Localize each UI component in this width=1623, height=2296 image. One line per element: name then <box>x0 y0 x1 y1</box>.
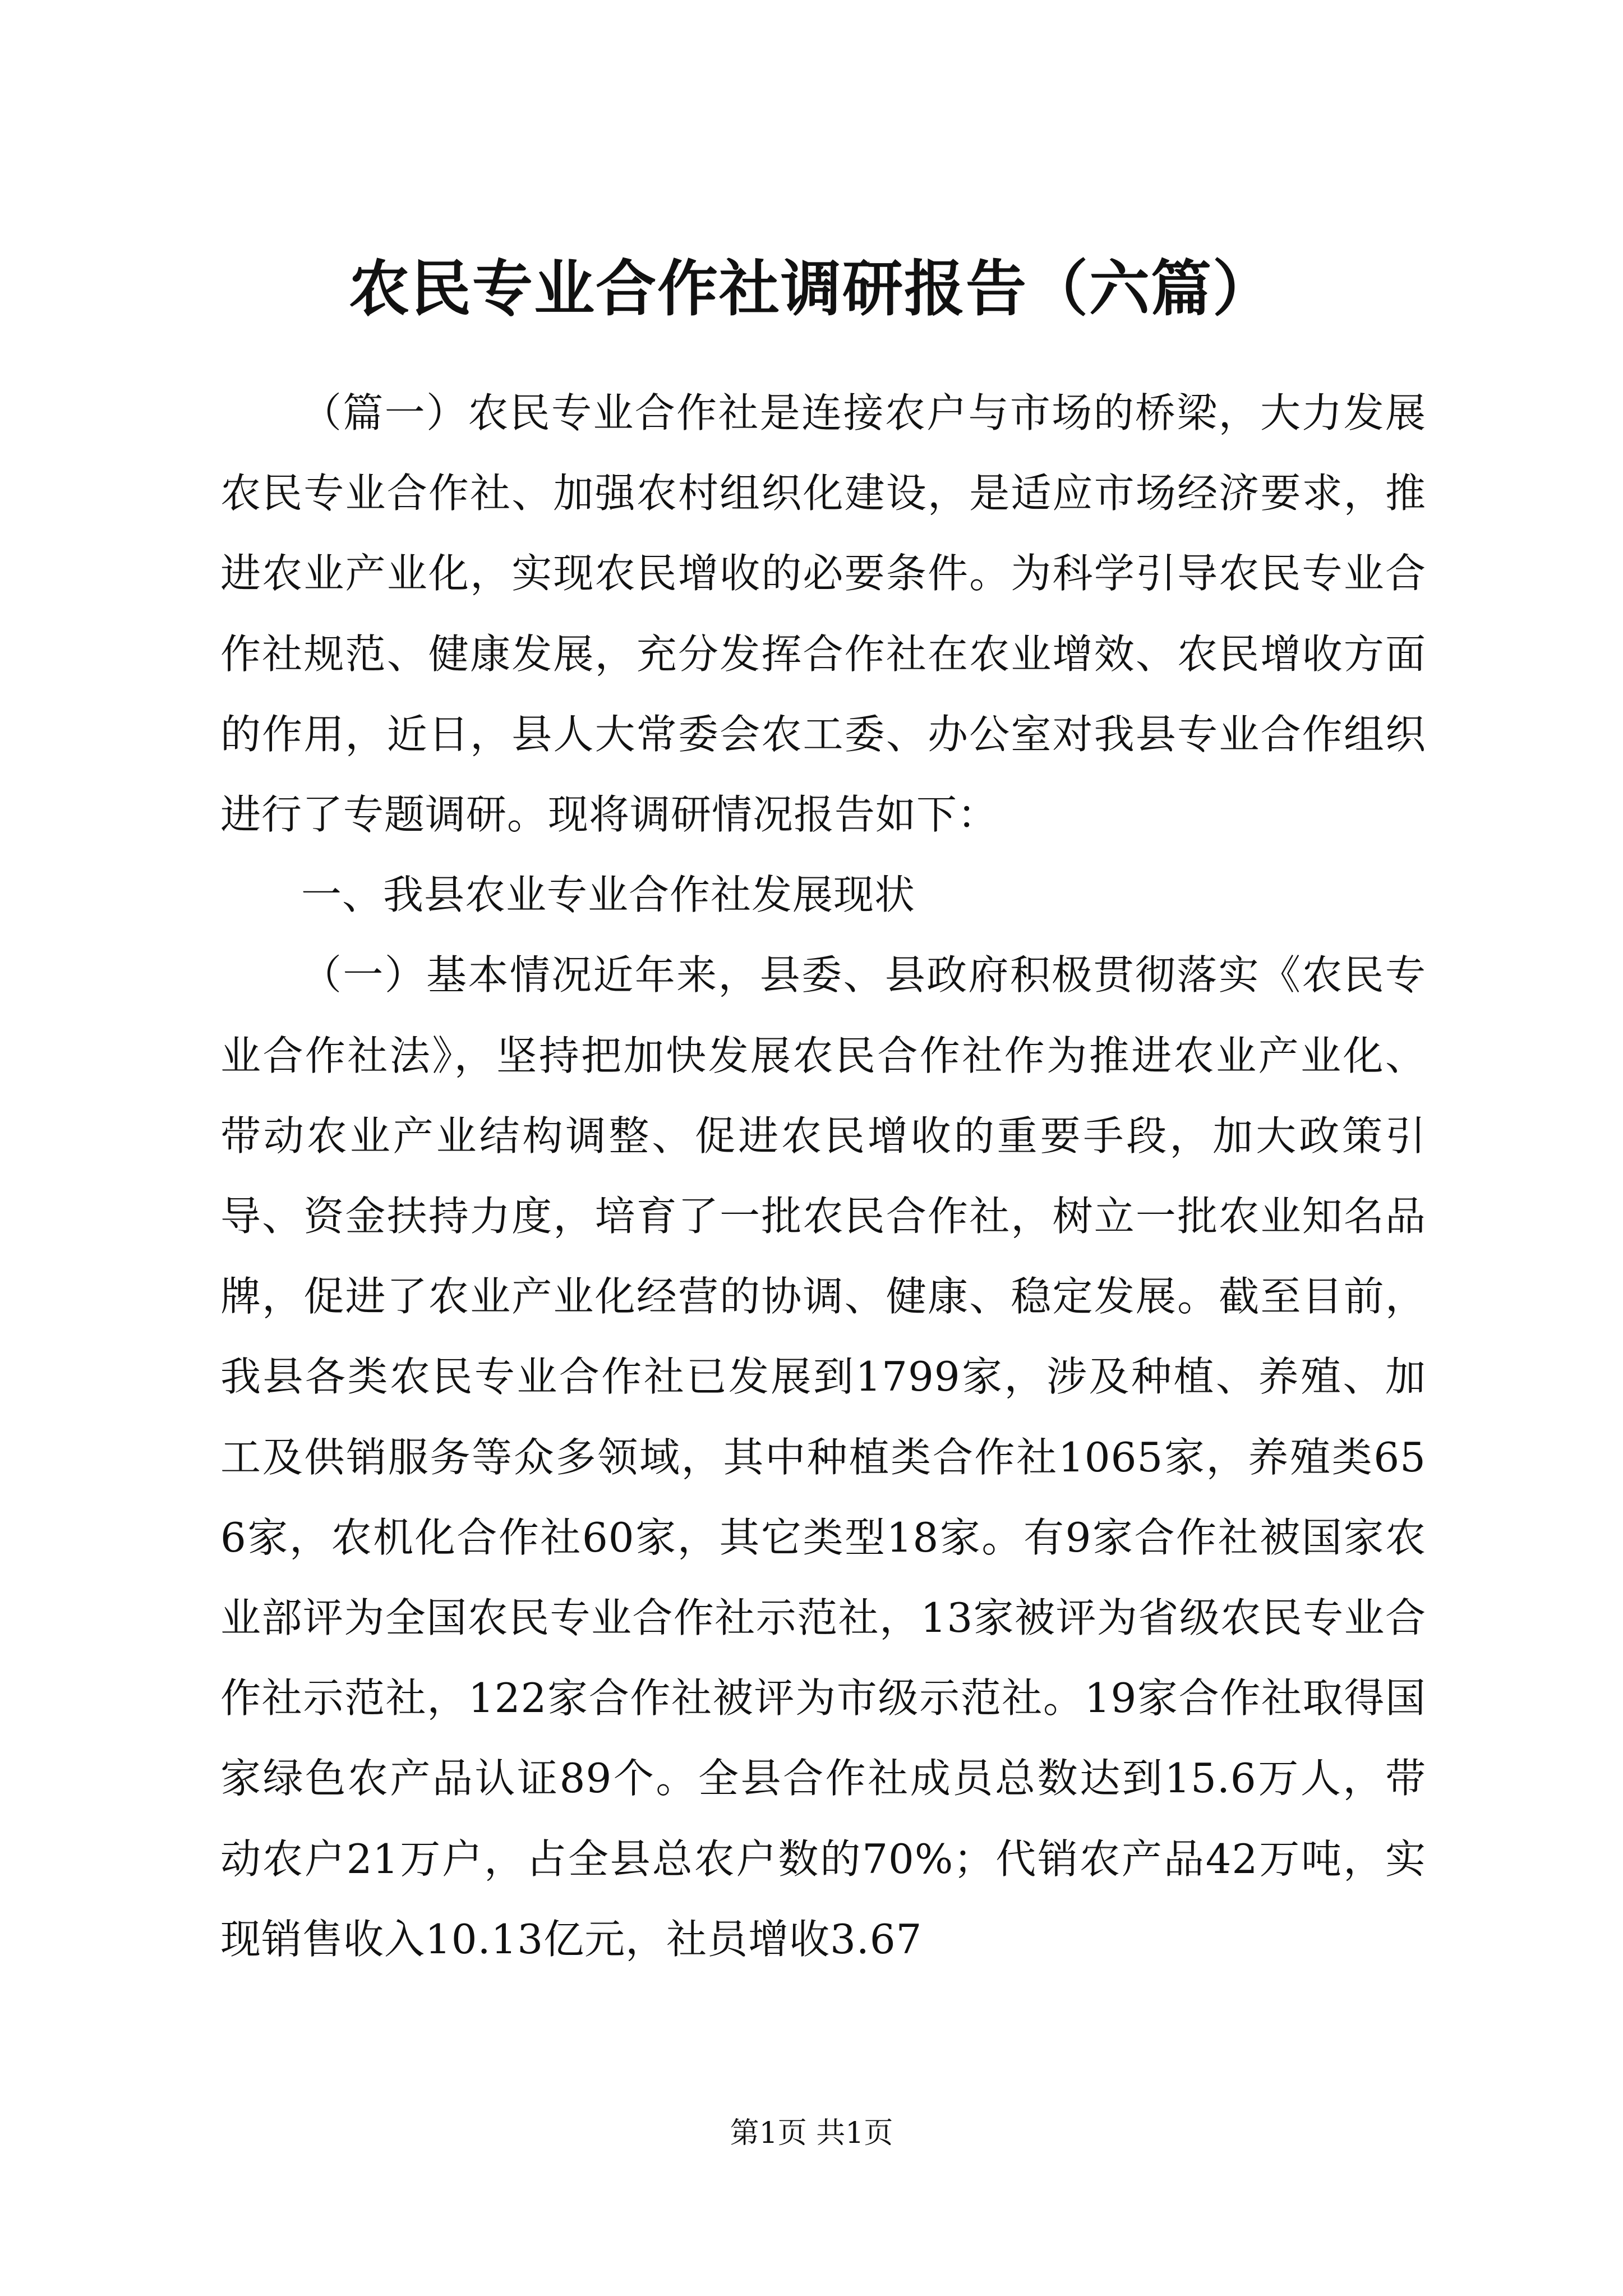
paragraph-basic-situation: （一）基本情况近年来，县委、县政府积极贯彻落实《农民专业合作社法》，坚持把加快发展农民合作社作为推进农业产业化、带动农业产业结构调整、促进农民增收的重要手段，加大政策引导、资金扶持力度，培育了一批农民合作社，树立一批农业知名品牌，促进了农业产业化经营的协调、健康、稳定发展。截至目前，我县各类农民专业合作社已发展到1799家，涉及种植、养殖、加工及供销服务等众多领域，其中种植类合作社1065家，养殖类656家，农机化合作社60家，其它类型18家。有9家合作社被国家农业部评为全国农民专业合作社示范社，13家被评为省级农民专业合作社示范社，122家合作社被评为市级示范社。19家合作社取得国家绿色农产品认证89个。全县合作社成员总数达到15.6万人，带动农户21万户，占全县总农户数的70%；代销农产品42万吨，实现销售收入10.13亿元，社员增收3.67 <box>220 951 1426 1963</box>
document-title: 农民专业合作社调研报告（六篇） <box>348 254 1274 324</box>
document-body <box>220 373 1426 1980</box>
page-footer: 第1页 共1页 <box>730 2116 893 2150</box>
paragraph-intro: （篇一）农民专业合作社是连接农户与市场的桥梁，大力发展农民专业合作社、加强农村组织化建设，是适应市场经济要求，推进农业产业化，实现农民增收的必要条件。为科学引导农民专业合作社规范、健康发展，充分发挥合作社在农业增效、农民增收方面的作用，近日，县人大常委会农工委、办公室对我县专业合作组织进行了专题调研。现将调研情况报告如下： <box>220 389 1426 839</box>
section-heading: 一、我县农业专业合作社发展现状 <box>301 871 916 919</box>
